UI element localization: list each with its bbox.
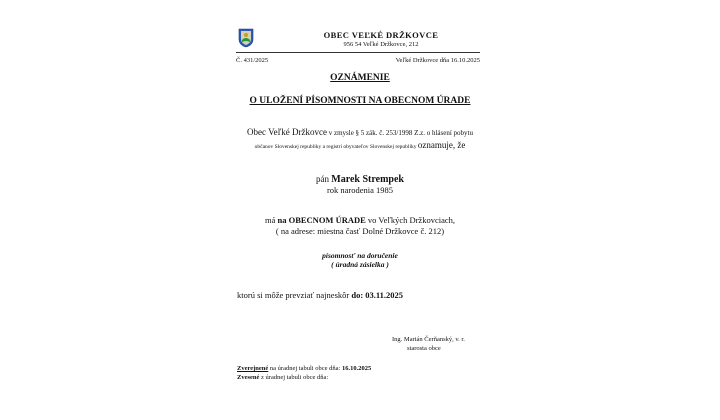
pickup-deadline — [237, 290, 403, 300]
storage-place — [0, 215, 720, 225]
header-divider — [236, 52, 480, 53]
intro-law: v zmysle § 5 zák. č. 253/1998 Z.z. o hlásení pobytu — [326, 129, 473, 137]
published-text: na úradnej tabuli obce dňa: — [268, 365, 342, 372]
recipient-name: Marek Strempek — [331, 174, 404, 185]
storage-office: na OBECNOM ÚRADE — [277, 215, 366, 225]
place-date: Veľké Držkovce dňa 16.10.2025 — [395, 57, 480, 64]
intro-line-1 — [0, 127, 720, 137]
storage-has: má — [264, 215, 278, 225]
intro-municipality: Obec Veľké Držkovce — [247, 127, 327, 137]
recipient — [0, 174, 720, 185]
deadline-text: ktorú si môže prevziať najneskôr — [237, 290, 352, 300]
recipient-birth-year: rok narodenia 1985 — [326, 185, 394, 195]
document-type: písomnosť na doručenie — [322, 251, 398, 260]
signatory-name: Ing. Marián Čerňanský, v. r. — [392, 336, 465, 343]
published-date: 16.10.2025 — [341, 365, 372, 372]
notice-subtitle: O ULOŽENÍ PÍSOMNOSTI NA OBECNOM ÚRADE — [249, 96, 471, 106]
notice-title: OZNÁMENIE — [330, 73, 390, 83]
published-label: Zverejnené — [237, 365, 269, 372]
recipient-prefix: pán — [316, 174, 332, 184]
storage-town: vo Veľkých Držkovciach, — [365, 215, 456, 225]
intro-line-2 — [0, 140, 720, 150]
reference-number: Č. 431/2025 — [236, 57, 269, 64]
storage-address: ( na adrese: miestna časť Dolné Držkovce č. 212) — [275, 226, 445, 236]
intro-registry: občanov Slovenskej republiky a registri obyvateľov Slovenskej republiky — [254, 144, 418, 150]
removed-text: z úradnej tabuli obce dňa: — [259, 374, 329, 381]
intro-that: , že — [452, 140, 466, 150]
municipality-address: 956 54 Veľké Držkovce, 212 — [343, 41, 419, 48]
removed-note — [237, 374, 328, 381]
intro-announces: oznamuje — [417, 140, 453, 150]
deadline-date: do: 03.11.2025 — [351, 290, 404, 300]
signatory-role: starosta obce — [407, 345, 441, 352]
removed-label: Zvesené — [237, 374, 260, 381]
document-kind: ( úradná zásielka ) — [331, 260, 389, 269]
published-note — [237, 365, 371, 372]
municipality-name: OBEC VEĽKÉ DRŽKOVCE — [323, 30, 439, 40]
